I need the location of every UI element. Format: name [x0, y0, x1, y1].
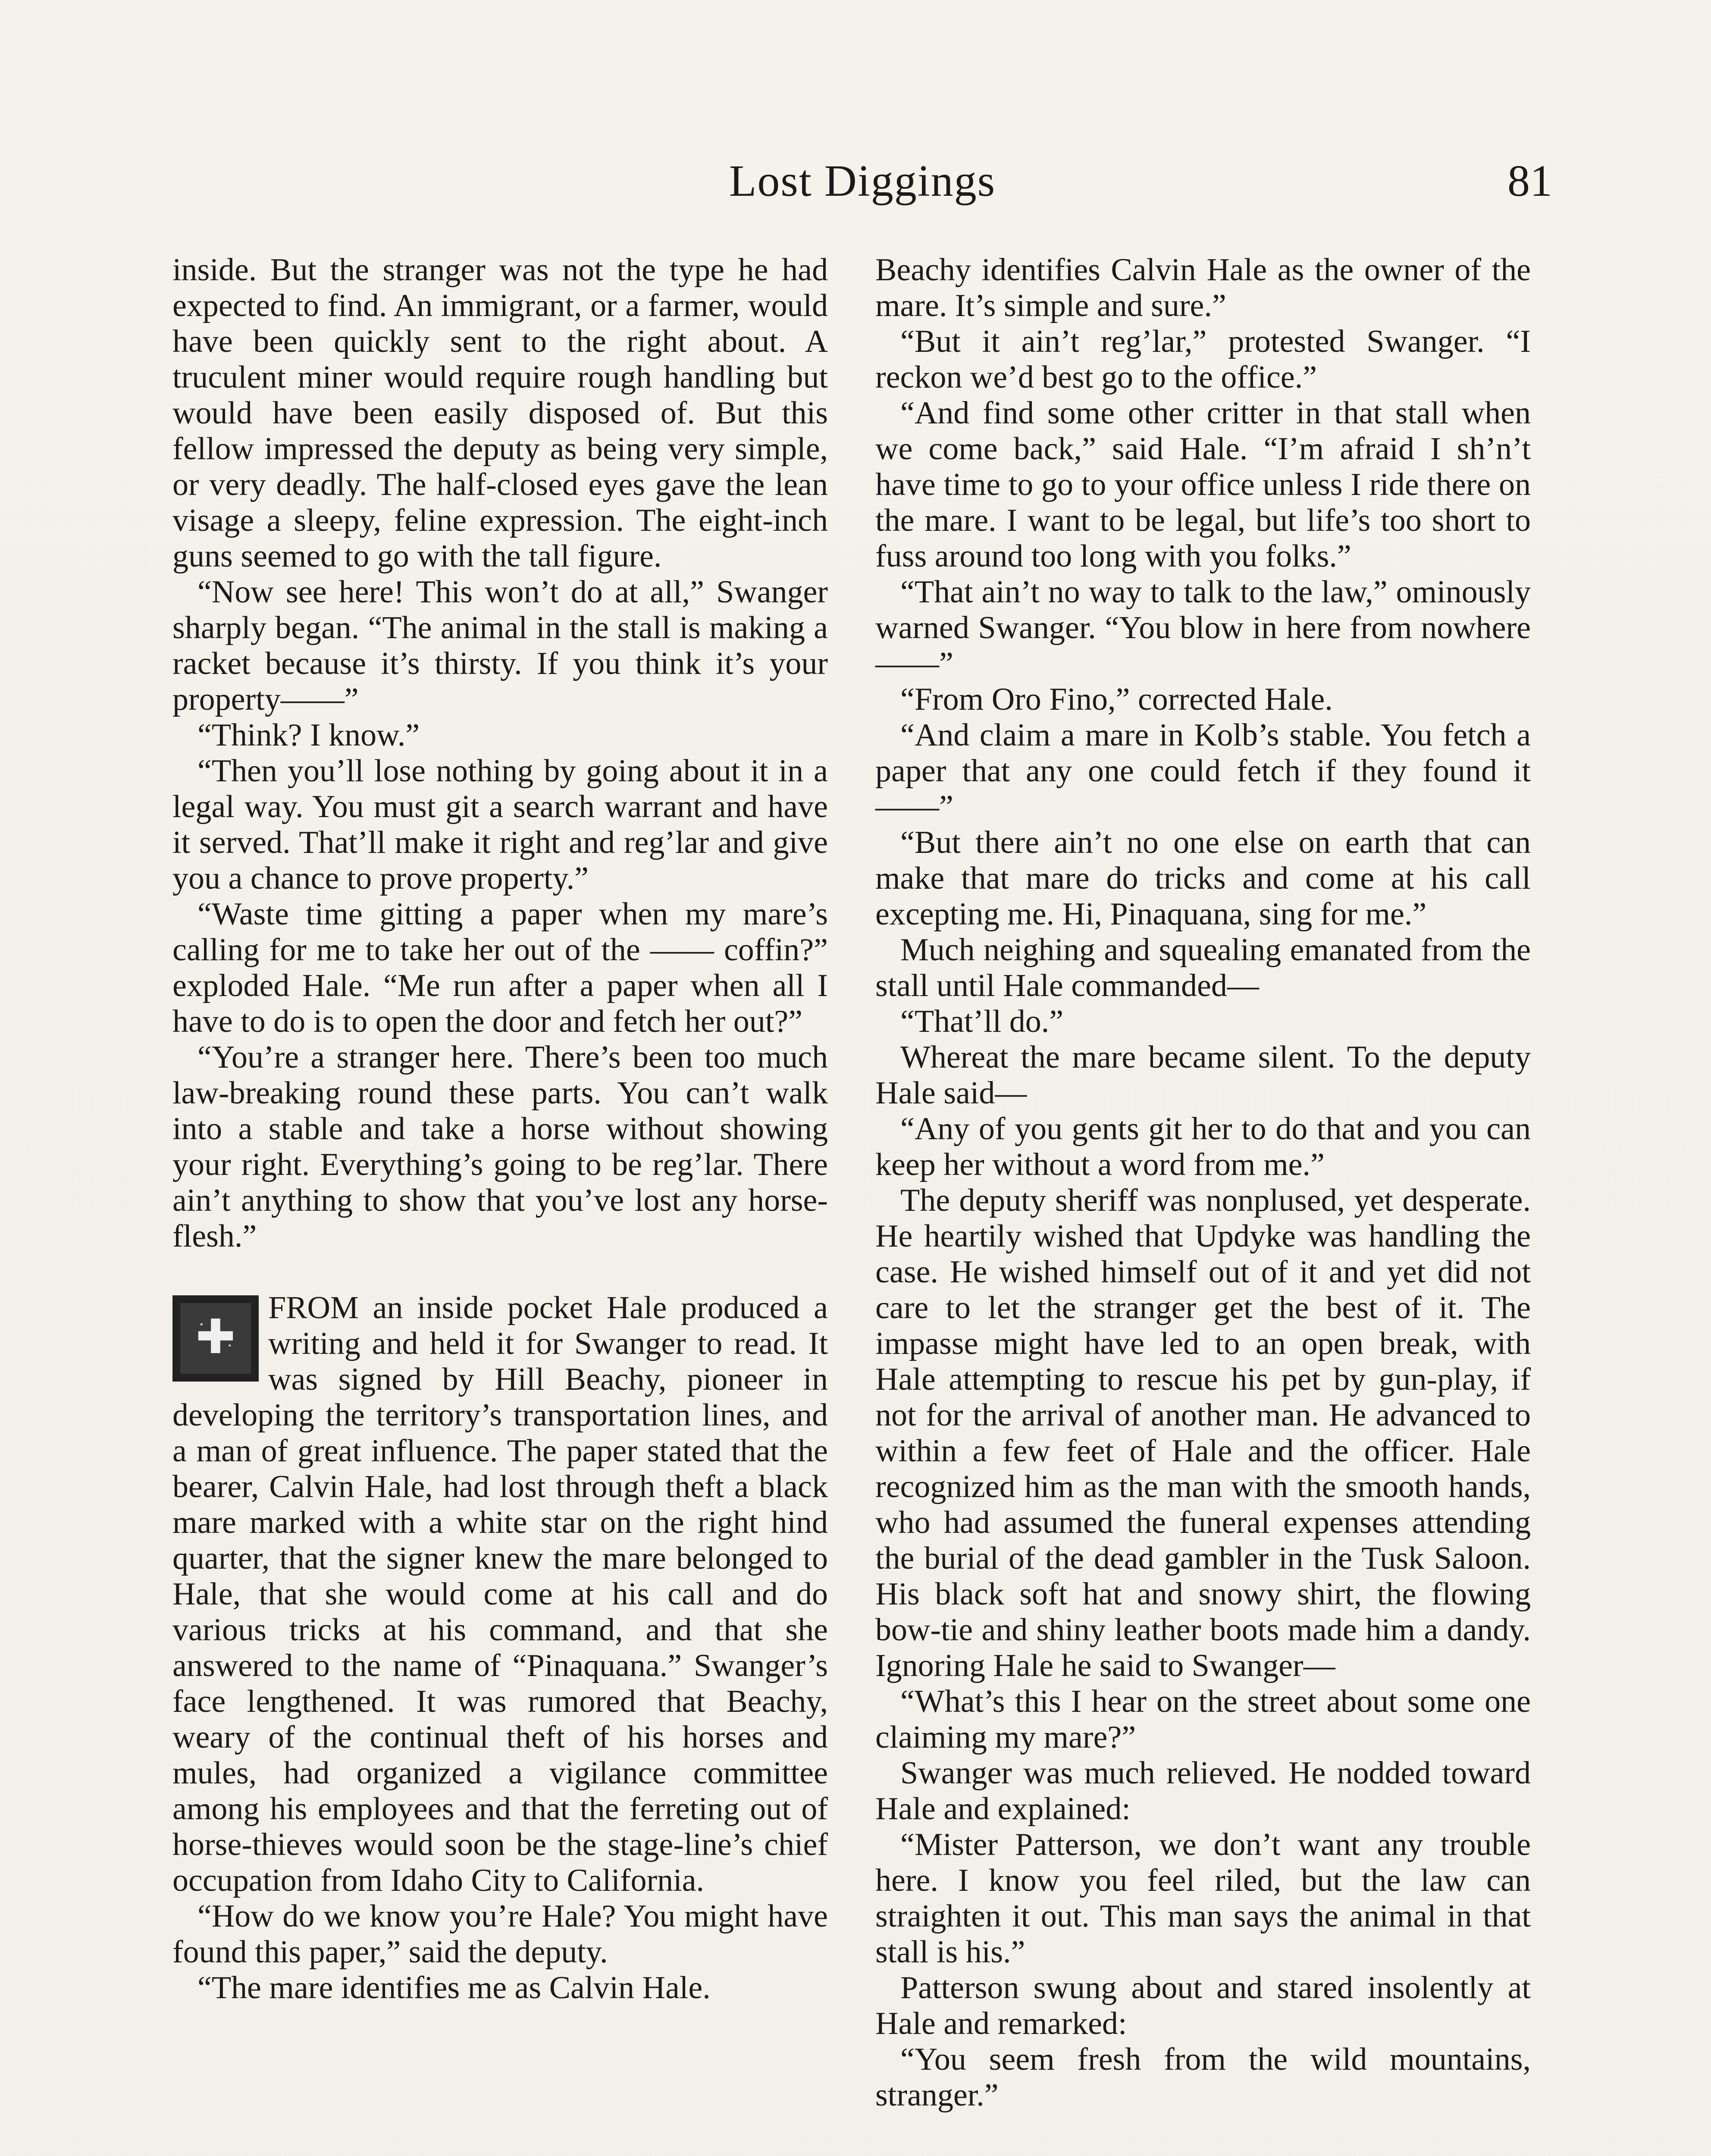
paragraph: “But it ain’t reg’lar,” protested Swanger. “I reckon we’d best go to the office.”	[875, 324, 1531, 395]
paragraph: Much neighing and squealing emanated from the stall until Hale commanded—	[875, 932, 1531, 1003]
paragraph: “But there ain’t no one else on earth that can make that mare do tricks and come at his call excepting me. Hi, Pinaquana, sing for me.”	[875, 825, 1531, 932]
paragraph: “What’s this I hear on the street about some one claiming my mare?”	[875, 1684, 1531, 1755]
paragraph: “Now see here! This won’t do at all,” Swanger sharply began. “The animal in the stall is making a racket because it’s thirsty. If you think it’s your property——”	[172, 574, 828, 717]
paragraph: Patterson swung about and stared insolently at Hale and remarked:	[875, 1970, 1531, 2041]
paragraph: Beachy identifies Calvin Hale as the owner of the mare. It’s simple and sure.”	[875, 252, 1531, 323]
paragraph: “Waste time gitting a paper when my mare’s calling for me to take her out of the —— coffin?” exploded Hale. “Me run after a paper when all I have to do is to open the door and fetch her out?”	[172, 896, 828, 1039]
paragraph: “And find some other critter in that stall when we come back,” said Hale. “I’m afraid I sh’n’t have time to go to your office unless I ride there on the mare. I want to be legal, but life’s too short to fuss around too long with you folks.”	[875, 395, 1531, 574]
paragraph: “Then you’ll lose nothing by going about it in a legal way. You must git a search warrant and have it served. That’ll make it right and reg’lar and give you a chance to prove property.”	[172, 753, 828, 896]
ornamental-drop-cap-icon	[172, 1295, 259, 1382]
paragraph: “And claim a mare in Kolb’s stable. You fetch a paper that any one could fetch if they found it——”	[875, 718, 1531, 824]
paragraph: “You seem fresh from the wild mountains, stranger.”	[875, 2042, 1531, 2113]
paragraph: “That’ll do.”	[900, 1004, 1064, 1039]
paragraph: “Any of you gents git her to do that and you can keep her without a word from me.”	[875, 1111, 1531, 1182]
paragraph: “That ain’t no way to talk to the law,” ominously warned Swanger. “You blow in here from nowhere——”	[875, 574, 1531, 681]
left-column	[172, 252, 828, 2006]
paragraph: Whereat the mare became silent. To the deputy Hale said—	[875, 1040, 1531, 1111]
paragraph: “You’re a stranger here. There’s been too much law-breaking round these parts. You can’t walk into a stable and take a horse without showing your right. Everything’s going to be reg’lar. There ain’t anything to show that you’ve lost any horse-flesh.”	[172, 1040, 828, 1254]
paragraph: “How do we know you’re Hale? You might have found this paper,” said the deputy.	[172, 1899, 828, 1970]
page-header	[172, 151, 1552, 220]
page-number: 81	[1507, 156, 1552, 206]
running-title: Lost Diggings	[729, 156, 996, 206]
paragraph: “The mare identifies me as Calvin Hale.	[197, 1970, 711, 2006]
paragraph: “Think? I know.”	[197, 718, 420, 753]
section-break	[172, 1254, 828, 1290]
paragraph: “From Oro Fino,” corrected Hale.	[900, 682, 1333, 717]
paragraph: inside. But the stranger was not the type he had expected to find. An immigrant, or a farmer, would have been quickly sent to the right about. A truculent miner would require rough handling but would have been easily disposed of. But this fellow impressed the deputy as being very simple, or very deadly. The half-closed eyes gave the lean visage a sleepy, feline expression. The eight-inch guns seemed to go with the tall figure.	[172, 252, 828, 574]
right-column	[875, 252, 1531, 2113]
paragraph: Swanger was much relieved. He nodded toward Hale and explained:	[875, 1755, 1531, 1827]
paragraph: “Mister Patterson, we don’t want any trouble here. I know you feel riled, but the law can straighten it out. This man says the animal in that stall is his.”	[875, 1827, 1531, 1970]
section-opening-paragraph: FROM an inside pocket Hale produced a writing and held it for Swanger to read. It was signed by Hill Beachy, pioneer in developing the territory’s transportation lines, and a man of great influence. The paper stated that the bearer, Calvin Hale, had lost through theft a black mare marked with a white star on the right hind quarter, that the signer knew the mare belonged to Hale, that she would come at his call and do various tricks at his command, and that she answered to the name of “Pinaquana.” Swanger’s face lengthened. It was rumored that Beachy, weary of the continual theft of his horses and mules, had organized a vigilance committee among his employees and that the ferreting out of horse-thieves would soon be the stage-line’s chief occupation from Idaho City to California.	[172, 1290, 828, 1898]
paragraph: The deputy sheriff was nonplused, yet desperate. He heartily wished that Updyke was handling the case. He wished himself out of it and yet did not care to let the stranger get the best of it. The impasse might have led to an open break, with Hale attempting to rescue his pet by gun-play, if not for the arrival of another man. He advanced to within a few feet of Hale and the officer. Hale recognized him as the man with the smooth hands, who had assumed the funeral expenses attending the burial of the dead gambler in the Tusk Saloon. His black soft hat and snowy shirt, the flowing bow-tie and shiny leather boots made him a dandy. Ignoring Hale he said to Swanger—	[875, 1183, 1531, 1683]
